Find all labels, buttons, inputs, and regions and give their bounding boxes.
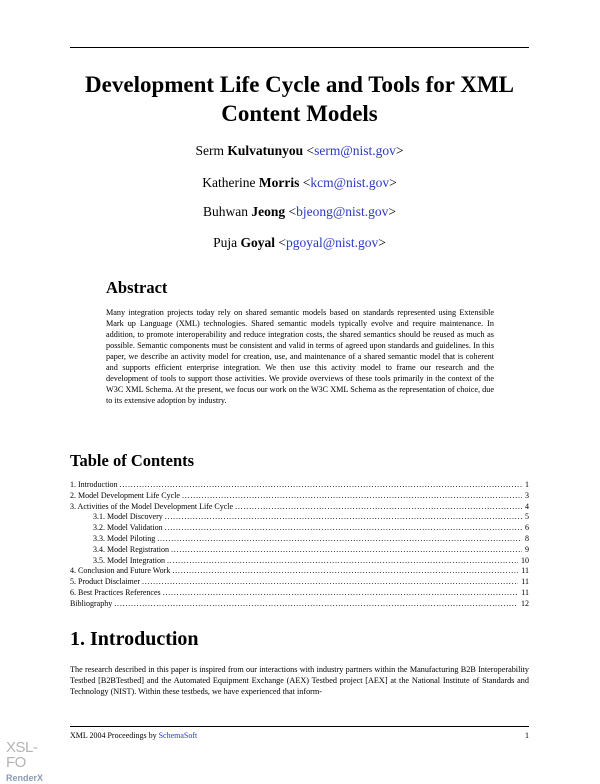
toc-entry-label: 1. Introduction [70, 480, 118, 489]
author-line: Serm Kulvatunyou <serm@nist.gov> [195, 143, 404, 158]
toc-entry-page: 11 [521, 566, 529, 576]
footer-publisher-link[interactable]: SchemaSoft [158, 731, 198, 740]
toc-leader [165, 523, 522, 534]
toc-leader [182, 491, 522, 502]
toc-entry[interactable] [70, 566, 529, 577]
toc-entry-label: 3.1. Model Discovery [93, 512, 163, 522]
toc-leader [120, 480, 522, 491]
toc-entry[interactable] [70, 480, 529, 491]
author-given: Serm [195, 143, 224, 158]
toc-leader [171, 545, 522, 556]
table-of-contents [70, 480, 529, 610]
toc-entry-label: Bibliography [70, 598, 113, 608]
toc-leader [142, 577, 518, 588]
toc-entry[interactable] [70, 545, 529, 556]
introduction-text: The research described in this paper is inspired from our interactions with industry partners within the Manufacturing B2B Interoperability Testbed [B2BTestbed] and the Automated Equipment Exchange (AEX) Testbed project [AEX] at the National Institute of Standards and Technology (NIST). Within these testbeds, we have experienced that inform- [70, 665, 529, 696]
toc-entry[interactable] [70, 588, 529, 599]
toc-entry-page: 4 [525, 501, 529, 511]
toc-leader [163, 588, 519, 599]
author-given: Puja [213, 235, 238, 250]
renderx-logo [6, 740, 54, 784]
toc-entry[interactable] [70, 491, 529, 502]
author-email-link[interactable]: serm@nist.gov [314, 143, 396, 158]
author-given: Buhwan [202, 204, 248, 219]
author-given: Katherine [202, 175, 256, 190]
author-email-link[interactable]: bjeong@nist.gov [296, 204, 389, 219]
toc-entry[interactable] [70, 512, 529, 523]
toc-entry-label: 3.5. Model Integration [93, 555, 165, 565]
author-surname: Goyal [240, 235, 275, 250]
toc-leader [165, 512, 522, 523]
toc-entry-label: 5. Product Disclaimer [70, 577, 140, 587]
toc-entry-page: 3 [525, 490, 529, 500]
toc-entry-page: 5 [525, 512, 529, 522]
toc-entry[interactable] [70, 502, 529, 513]
toc-entry-page: 11 [521, 577, 529, 587]
header-rule [70, 47, 529, 48]
toc-entry-page: 11 [521, 587, 529, 597]
author-line: Buhwan Jeong <bjeong@nist.gov> [202, 204, 397, 219]
toc-entry-label: 2. Model Development Life Cycle [70, 490, 180, 500]
logo-renderx-text: RenderX [6, 773, 44, 783]
toc-entry[interactable] [70, 577, 529, 588]
abstract-heading: Abstract [106, 278, 168, 297]
author-line: Katherine Morris <kcm@nist.gov> [202, 175, 397, 190]
logo-xslfo-text: XSL-FO [6, 739, 38, 771]
toc-entry-label: 3. Activities of the Model Development Life Cycle [70, 501, 234, 511]
author-surname: Jeong [251, 204, 286, 219]
footer-rule [70, 726, 529, 727]
toc-entry[interactable] [70, 534, 529, 545]
abstract-text: Many integration projects today rely on shared semantic models based on standards represented using Extensible Mark up Language (XML) technologies. Shared semantic models typically evolve and require maintenance. In addition, to promote interoperability and reduce integration costs, the shared semantics should be reused as much as possible. Semantic components must be consistent and valid in terms of agreed upon standards and guidelines. In this paper, we describe an activity model for creation, use, and maintenance of a shared semantic model that is coherent and supports efficient enterprise integration. We then use this activity model to frame our research and the development of tools to support those activities. We provide overviews of these tools primarily in the context of the W3C XML Schema. At the present, we focus our work on the W3C XML Schema as the representation of choice, due to its extensive adoption by industry. [106, 308, 494, 405]
toc-leader [235, 502, 522, 513]
page-number: 1 [525, 731, 529, 740]
toc-entry-label: 4. Conclusion and Future Work [70, 566, 171, 576]
toc-entry[interactable] [70, 523, 529, 534]
toc-entry-page: 1 [525, 480, 529, 489]
toc-entry-page: 12 [521, 598, 529, 608]
author-email-link[interactable]: kcm@nist.gov [310, 175, 390, 190]
toc-heading: Table of Contents [70, 451, 195, 470]
paper-title: Development Life Cycle and Tools for XML Content Models [85, 72, 514, 126]
author-surname: Morris [258, 175, 300, 190]
toc-leader [157, 534, 522, 545]
page-footer [70, 730, 529, 741]
toc-entry-label: 3.4. Model Registration [93, 544, 169, 554]
toc-entry-label: 3.2. Model Validation [93, 523, 163, 533]
toc-entry-page: 10 [521, 555, 529, 565]
toc-entry-label: 6. Best Practices References [70, 587, 161, 597]
toc-entry[interactable] [70, 599, 529, 610]
footer-proceedings: XML 2004 Proceedings by [70, 731, 157, 740]
toc-leader [172, 566, 518, 577]
author-surname: Kulvatunyou [227, 143, 304, 158]
introduction-heading: 1. Introduction [70, 628, 199, 650]
toc-leader [114, 599, 518, 610]
author-line: Puja Goyal <pgoyal@nist.gov> [213, 235, 386, 250]
toc-entry-page: 9 [525, 544, 529, 554]
toc-entry-page: 8 [525, 533, 529, 543]
toc-entry-label: 3.3. Model Piloting [93, 533, 156, 543]
author-email-link[interactable]: pgoyal@nist.gov [285, 235, 379, 250]
toc-entry-page: 6 [525, 523, 529, 533]
toc-entry[interactable] [70, 556, 529, 567]
toc-leader [167, 556, 518, 567]
